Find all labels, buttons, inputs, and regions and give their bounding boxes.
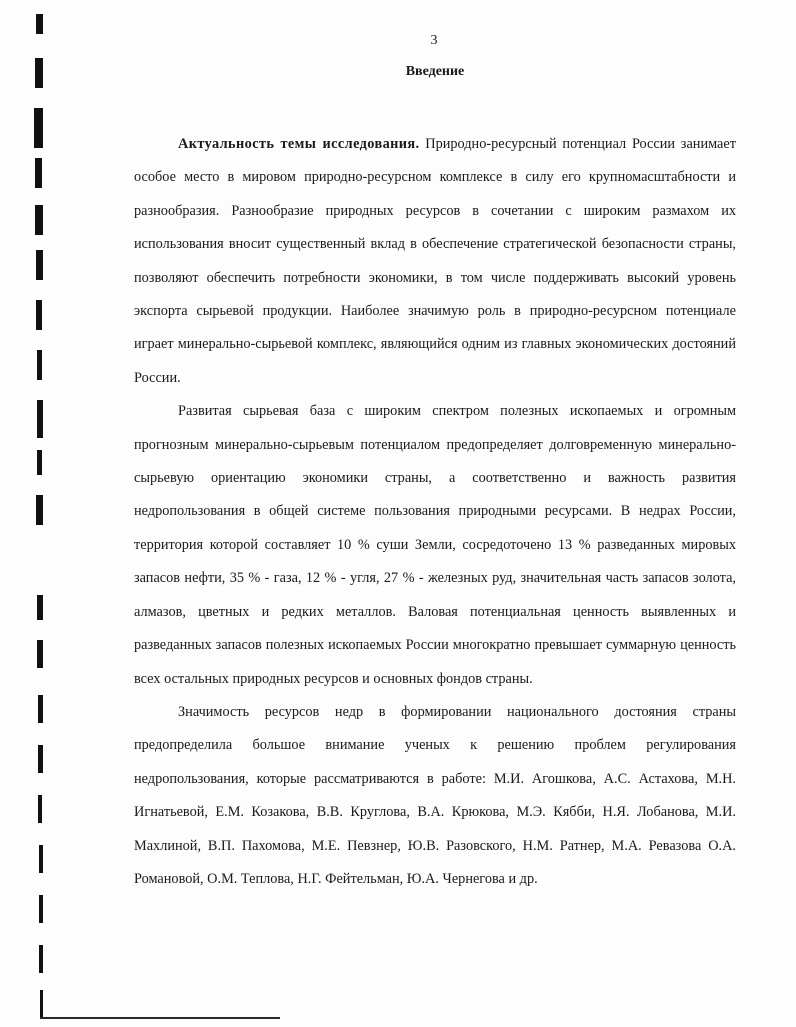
paragraph-3: Значимость ресурсов недр в формировании национального достояния страны предопределила большое внимание ученых к решению проблем регулирования недропользования, которые рассматриваются в работе: М.И. Агошкова, А.С. Астахова, М.Н. Игнатьевой, Е.М. Козакова, В.В. Круглова, В.А. Крюкова, М.Э. Кябби, Н.Я. Лобанова, М.И. Махлиной, В.П. Пахомова, М.Е. Певзнер, Ю.В. Разовского, Н.М. Ратнер, М.А. Ревазова О.А. Романовой, О.М. Теплова, Н.Г. Фейтельман, Ю.А. Чернегова и др. [134, 703, 736, 887]
paragraph-lead: Актуальность темы исследования. [178, 136, 420, 152]
paragraph-text: Природно-ресурсный потенциал России занимает особое место в мировом природно-ресурсном комплексе в силу его крупномасштабности и разнообразия. Разнообразие природных ресурсов в сочетании с широким размахом их использования вносит существенный вклад в обеспечение стратегической безопасности страны, позволяют обеспечить потребности экономики, в том числе поддерживать высокий уровень экспорта сырьевой продукции. Наиболее значимую роль в природно-ресурсном потенциале играет минерально-сырьевой комплекс, являющийся одним из главных экономических достояний России. [134, 136, 736, 386]
paragraph-2: Развитая сырьевая база с широким спектром полезных ископаемых и огромным прогнозным минерально-сырьевым потенциалом предопределяет долговременную минерально-сырьевую ориентацию экономики страны, а соответственно и важность развития недропользования в общей системе пользования природными ресурсами. В недрах России, территория которой составляет 10 % суши Земли, сосредоточено 13 % разведанных мировых запасов нефти, 35 % - газа, 12 % - угля, 27 % - железных руд, значительная часть запасов золота, алмазов, цветных и редких металлов. Валовая потенциальная ценность выявленных и разведанных запасов полезных ископаемых России многократно превышает суммарную ценность всех остальных природных ресурсов и основных фондов страны. [134, 403, 736, 687]
scan-bottom-line [40, 1017, 280, 1019]
page-number: 3 [430, 33, 438, 48]
body-text [134, 128, 736, 896]
scan-edge-artifacts [0, 0, 60, 1027]
paragraph-1 [134, 128, 736, 395]
section-title: Введение [405, 64, 465, 79]
